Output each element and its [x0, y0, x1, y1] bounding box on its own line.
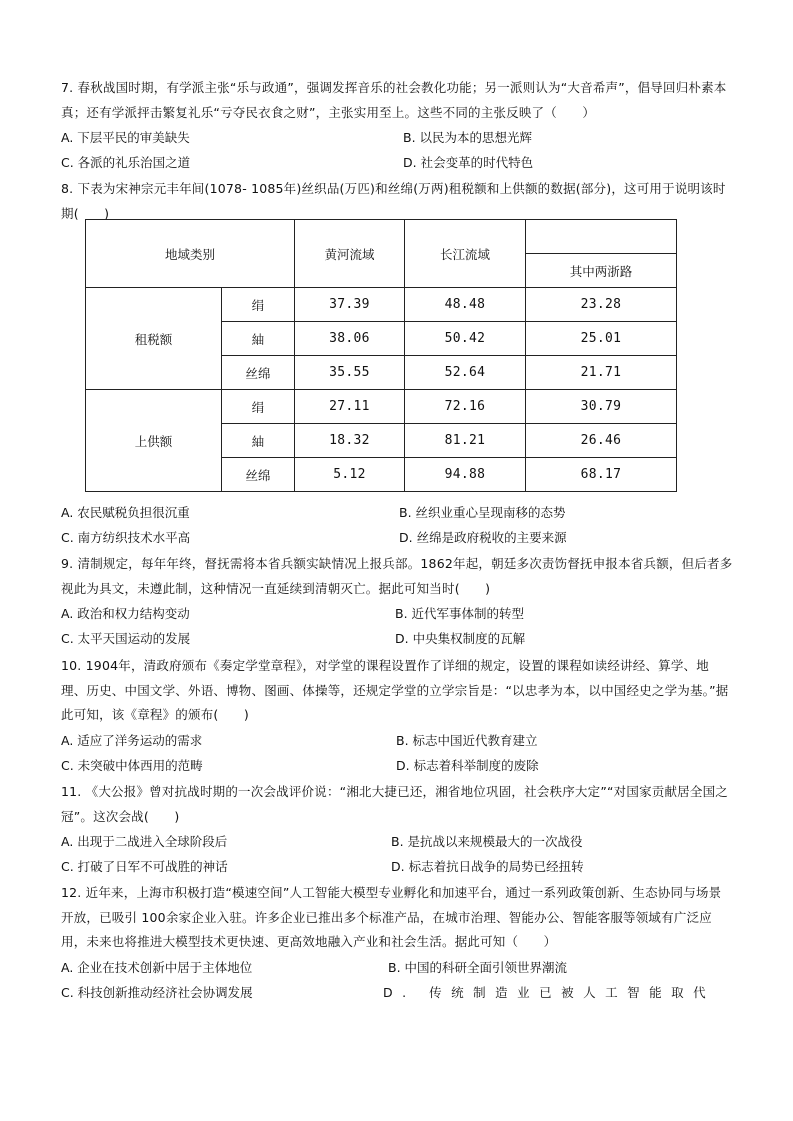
- question-7-options: [61, 125, 733, 175]
- table-cell: 18.32: [295, 424, 405, 458]
- table-item: 绢: [222, 288, 295, 322]
- question-7-stem: 7. 春秋战国时期，有学派主张“乐与政通”，强调发挥音乐的社会教化功能；另一派则认为“大音希声”，倡导回归朴素本真；还有学派抨击繁复礼乐“亏夺民衣食之财”，主张实用至上。这些不同的主张反映了（ ）: [61, 80, 727, 120]
- question-7-option-d[interactable]: D. 社会变革的时代特色: [403, 155, 534, 170]
- table-cell: 94.88: [405, 458, 526, 492]
- question-10-option-c[interactable]: C. 未突破中体西用的范畴: [61, 757, 203, 773]
- table-cell: 50.42: [405, 322, 526, 356]
- table-group-tribute: 上供额: [86, 390, 222, 492]
- question-11-option-d[interactable]: D. 标志着抗日战争的局势已经扭转: [391, 859, 584, 874]
- table-item: 丝绵: [222, 356, 295, 390]
- question-12-option-b[interactable]: B. 中国的科研全面引领世界潮流: [388, 959, 568, 975]
- table-cell: 26.46: [526, 424, 677, 458]
- question-11-option-c[interactable]: C. 打破了日军不可战胜的神话: [61, 859, 228, 874]
- question-7-option-c[interactable]: C. 各派的礼乐治国之道: [61, 155, 191, 170]
- table-cell: 27.11: [295, 390, 405, 424]
- table-header-region: 地域类别: [86, 220, 295, 288]
- table-cell: 37.39: [295, 288, 405, 322]
- question-11-option-a[interactable]: A. 出现于二战进入全球阶段后: [61, 834, 228, 849]
- question-9-option-d[interactable]: D. 中央集权制度的瓦解: [395, 631, 526, 646]
- question-7: [61, 76, 733, 175]
- question-9-options: [61, 601, 733, 651]
- table-item: 紬: [222, 322, 295, 356]
- table-cell: 38.06: [295, 322, 405, 356]
- table-header-liangzhe: 其中两浙路: [526, 254, 677, 288]
- table-cell: 48.48: [405, 288, 526, 322]
- table-cell: 30.79: [526, 390, 677, 424]
- table-item: 紬: [222, 424, 295, 458]
- table-header-yangtze: 长江流域: [405, 220, 526, 288]
- question-9-stem: 9. 清制规定，每年年终，督抚需将本省兵额实缺情况上报兵部。1862年起，朝廷多次责饬督抚申报本省兵额，但后者多视此为具文，未遵此制，这种情况一直延续到清朝灭亡。据此可知当时( ): [61, 556, 733, 596]
- question-7-option-b[interactable]: B. 以民为本的思想光辉: [403, 130, 533, 145]
- table-group-tax: 租税额: [86, 288, 222, 390]
- question-9-option-b[interactable]: B. 近代军事体制的转型: [395, 606, 525, 621]
- question-10-option-a[interactable]: A. 适应了洋务运动的需求: [61, 732, 203, 748]
- question-11-options: [61, 829, 733, 879]
- question-12-options: [61, 955, 733, 1005]
- question-12-option-a[interactable]: A. 企业在技术创新中居于主体地位: [61, 959, 253, 975]
- table-cell: 23.28: [526, 288, 677, 322]
- question-10-option-d[interactable]: D. 标志着科举制度的废除: [396, 757, 539, 773]
- silk-tax-table: [85, 219, 677, 492]
- table-cell: 21.71: [526, 356, 677, 390]
- question-9-option-c[interactable]: C. 太平天国运动的发展: [61, 631, 191, 646]
- table-cell: 72.16: [405, 390, 526, 424]
- table-cell: 52.64: [405, 356, 526, 390]
- question-12-option-c[interactable]: C. 科技创新推动经济社会协调发展: [61, 984, 253, 1000]
- question-12: [61, 881, 733, 1005]
- question-10-options: [61, 728, 733, 778]
- table-item: 绢: [222, 390, 295, 424]
- question-10: [61, 654, 733, 778]
- question-12-option-d[interactable]: D. 传统制造业已被人工智能取代: [383, 984, 716, 1000]
- table-cell: 81.21: [405, 424, 526, 458]
- table-header-blank: [526, 220, 677, 254]
- question-8-option-a[interactable]: A. 农民赋税负担很沉重: [61, 505, 190, 520]
- question-8-options: [61, 500, 733, 550]
- question-8-option-b[interactable]: B. 丝织业重心呈现南移的态势: [399, 505, 566, 520]
- table-cell: 35.55: [295, 356, 405, 390]
- question-8-option-c[interactable]: C. 南方纺织技术水平高: [61, 530, 191, 545]
- question-11: [61, 780, 733, 879]
- table-cell: 5.12: [295, 458, 405, 492]
- table-cell: 68.17: [526, 458, 677, 492]
- table-item: 丝绵: [222, 458, 295, 492]
- question-12-stem: 12. 近年来，上海市积极打造“模速空间”人工智能大模型专业孵化和加速平台，通过一系列政策创新、生态协同与场景开放，已吸引 100余家企业入驻。许多企业已推出多个标准产品，在城市治理、智能办公、智能客服等领域有广泛应用，未来也将推进大模型技术更快速、更高效地融入产业和社会生活。据此可知（ ）: [61, 885, 722, 949]
- table-cell: 25.01: [526, 322, 677, 356]
- question-9: [61, 552, 733, 651]
- question-10-option-b[interactable]: B. 标志中国近代教育建立: [396, 732, 538, 748]
- question-10-stem: 10. 1904年，清政府颁布《奏定学堂章程》，对学堂的课程设置作了详细的规定，设置的课程如读经讲经、算学、地理、历史、中国文学、外语、博物、图画、体操等，还规定学堂的立学宗旨是：“以忠孝为本，以中国经史之学为基。”据此可知，该《章程》的颁布( ): [61, 658, 729, 722]
- question-11-stem: 11. 《大公报》曾对抗战时期的一次会战评价说：“湘北大捷已还，湘省地位巩固，社会秩序大定”“对国家贡献居全国之冠”。这次会战( ): [61, 784, 728, 824]
- question-7-option-a[interactable]: A. 下层平民的审美缺失: [61, 130, 190, 145]
- question-11-option-b[interactable]: B. 是抗战以来规模最大的一次战役: [391, 834, 583, 849]
- question-9-option-a[interactable]: A. 政治和权力结构变动: [61, 606, 190, 621]
- table-header-yellow-river: 黄河流域: [295, 220, 405, 288]
- question-8-option-d[interactable]: D. 丝绵是政府税收的主要来源: [399, 530, 567, 545]
- question-8-stem: 8. 下表为宋神宗元丰年间(1078- 1085年)丝织品(万匹)和丝绵(万两)租税额和上供额的数据(部分)，这可用于说明该时期( ): [61, 181, 726, 221]
